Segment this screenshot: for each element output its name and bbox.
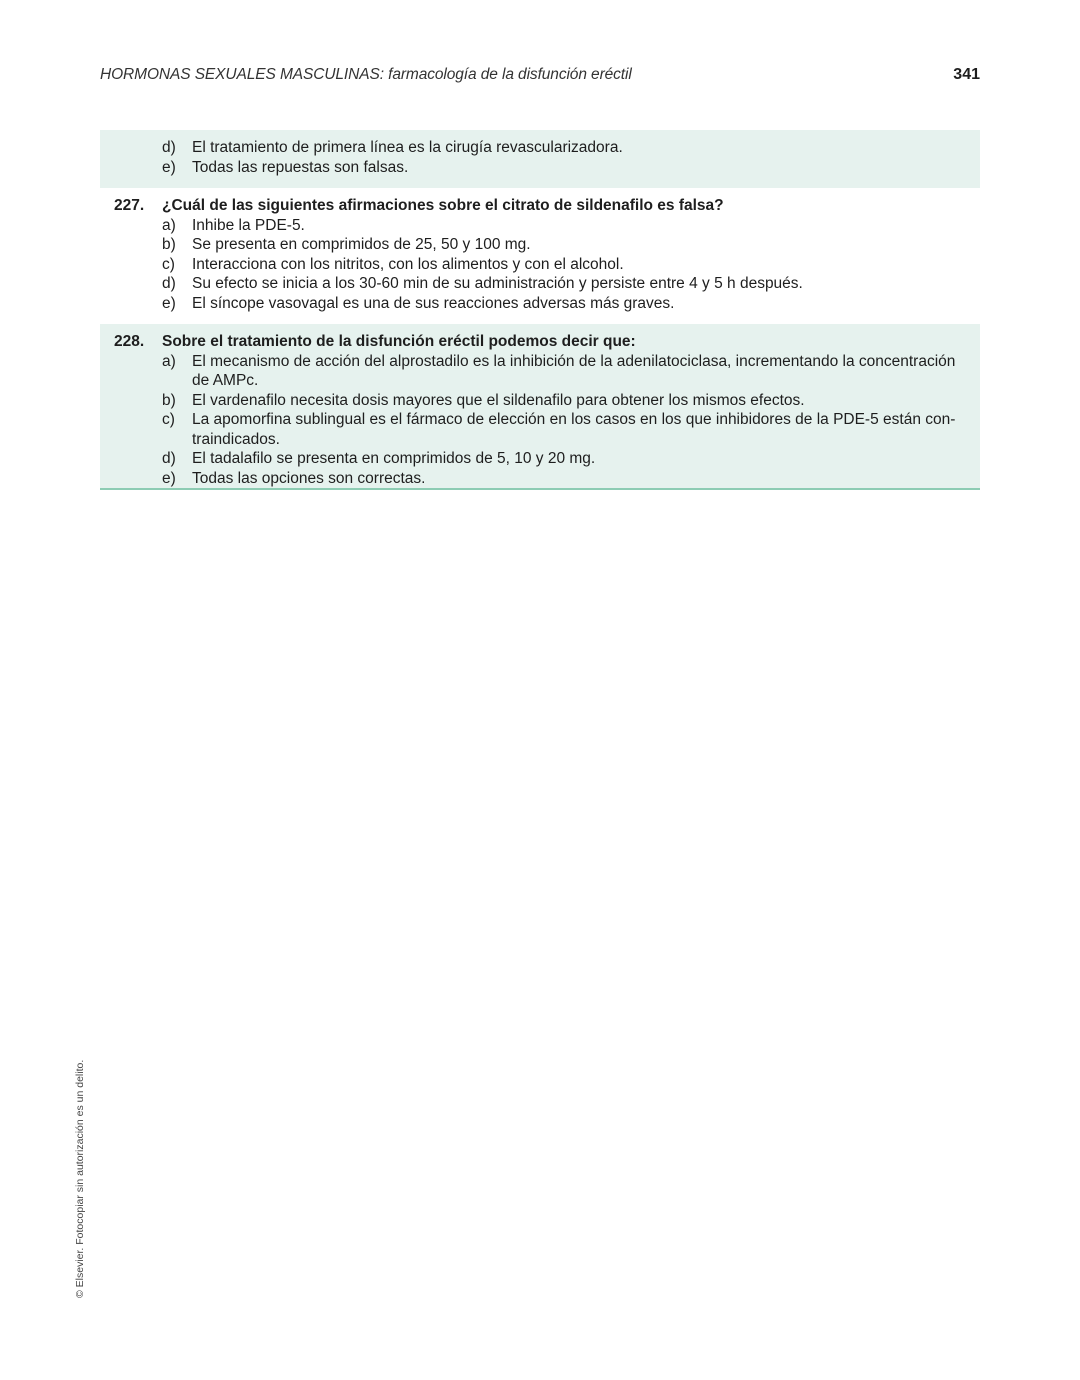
question-228 <box>100 324 980 490</box>
option-text <box>192 410 968 449</box>
option-text: El tratamiento de primera línea es la cirugía revascularizadora. <box>192 139 623 156</box>
option-letter: a) <box>162 352 176 370</box>
copyright-notice: © Elsevier. Fotocopiar sin autorización es un delito. <box>74 1059 86 1298</box>
question-227 <box>100 196 980 316</box>
option-text: Se presenta en comprimidos de 25, 50 y 100 mg. <box>192 236 531 253</box>
running-title <box>100 66 632 84</box>
option-letter: c) <box>162 255 175 273</box>
option-text: El tadalafilo se presenta en comprimidos de 5, 10 y 20 mg. <box>192 450 596 467</box>
question-text: ¿Cuál de las siguientes afirmaciones sobre el citrato de sildenafilo es falsa? <box>162 197 724 214</box>
option-text-line: de AMPc. <box>192 372 259 389</box>
option-letter: a) <box>162 216 176 234</box>
option-letter: c) <box>162 411 175 428</box>
option-letter: d) <box>162 450 176 467</box>
question-number: 228. <box>114 333 145 350</box>
option-letter: b) <box>162 236 176 253</box>
option-text: El vardenafilo necesita dosis mayores que el sildenafilo para obtener los mismos efectos. <box>192 391 805 409</box>
option-letter: e) <box>162 469 176 487</box>
option-letter: d) <box>162 139 176 156</box>
option-text: Inhibe la PDE-5. <box>192 216 305 234</box>
option-text-line: La apomorfina sublingual es el fármaco de elección en los casos en los que inhibidores de la PDE-5 están con- <box>192 411 956 428</box>
option-text: Todas las repuestas son falsas. <box>192 158 409 176</box>
continued-question-block <box>100 130 980 188</box>
question-text: Sobre el tratamiento de la disfunción eréctil podemos decir que: <box>162 333 636 350</box>
running-header <box>100 66 980 90</box>
question-number: 227. <box>114 197 145 214</box>
option-text-line: El mecanismo de acción del alprostadilo es la inhibición de la adenilatociclasa, incrementando la concentración <box>192 352 956 370</box>
option-text: Interacciona con los nitritos, con los alimentos y con el alcohol. <box>192 255 624 273</box>
running-title-part1: HORMONAS SEXUALES MASCULINAS: <box>100 66 384 83</box>
running-title-part2: farmacología de la disfunción eréctil <box>383 66 632 83</box>
option-text: El síncope vasovagal es una de sus reacciones adversas más graves. <box>192 294 675 312</box>
option-text: Su efecto se inicia a los 30-60 min de su administración y persiste entre 4 y 5 h después. <box>192 275 803 292</box>
option-letter: e) <box>162 294 176 312</box>
option-text-line: traindicados. <box>192 430 280 448</box>
option-text <box>192 352 968 391</box>
option-letter: d) <box>162 275 176 292</box>
page-number: 341 <box>953 66 980 83</box>
option-text: Todas las opciones son correctas. <box>192 469 426 487</box>
option-letter: e) <box>162 158 176 176</box>
option-letter: b) <box>162 391 176 409</box>
